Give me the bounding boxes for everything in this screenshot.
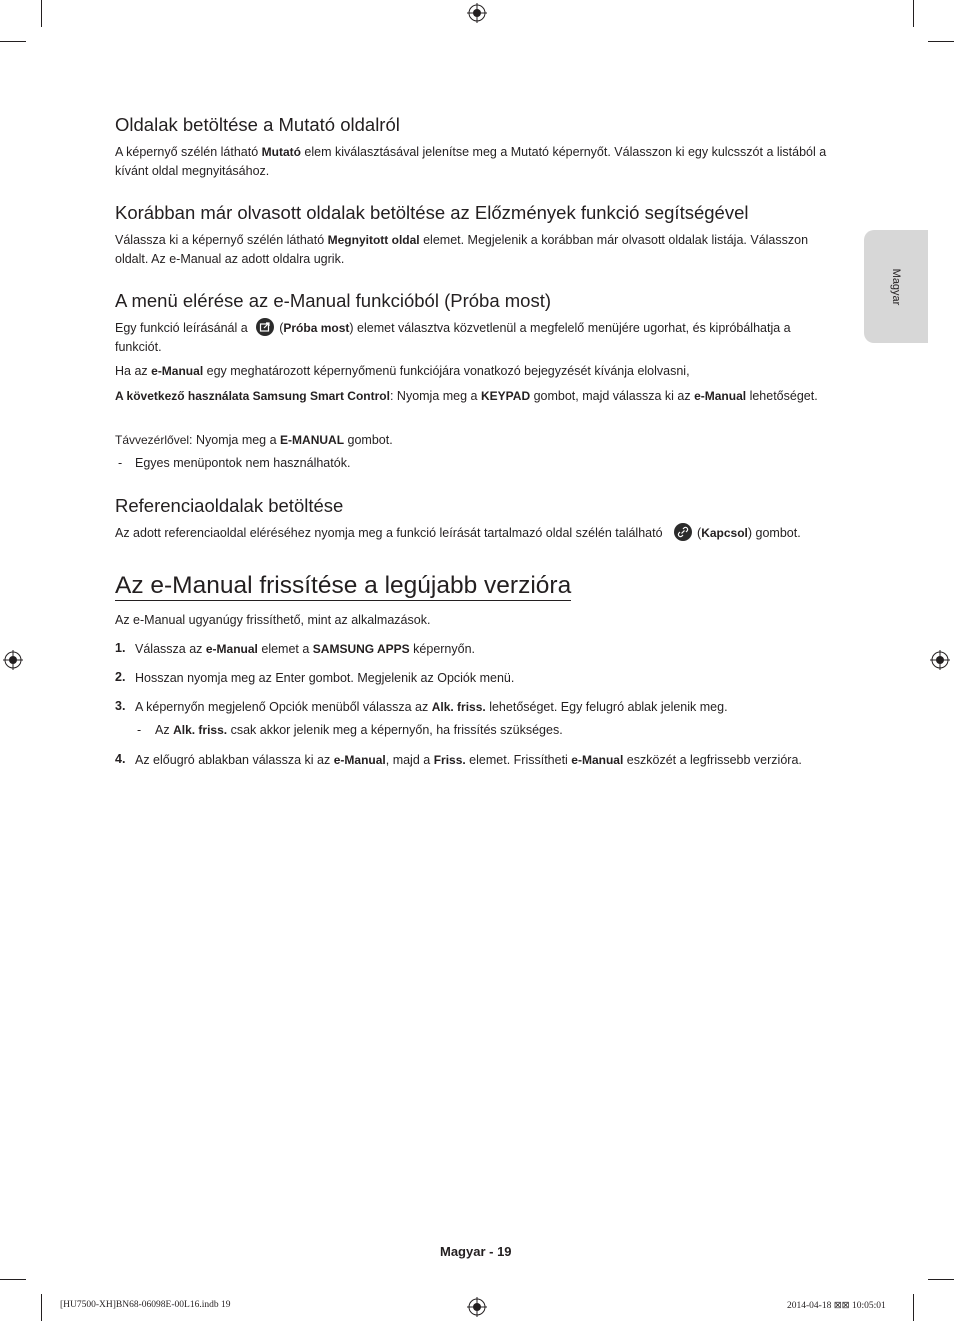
language-side-tab-label: Magyar	[890, 268, 902, 305]
registration-mark-icon	[467, 3, 487, 23]
step-number: 1.	[115, 641, 126, 655]
crop-mark	[41, 0, 42, 27]
section-heading: Referenciaoldalak betöltése	[115, 495, 344, 516]
crop-mark	[41, 1294, 42, 1321]
crop-mark	[0, 1279, 26, 1280]
step-number: 3.	[115, 699, 126, 713]
language-side-tab	[864, 230, 928, 343]
file-info: [HU7500-XH]BN68-06098E-00L16.indb 19	[60, 1300, 231, 1310]
section-paragraph: Távvezérlővel: Nyomja meg a E-MANUAL gombot.	[115, 433, 393, 447]
section-heading: Oldalak betöltése a Mutató oldalról	[115, 114, 400, 135]
registration-mark-icon	[3, 650, 23, 670]
section-paragraph: Válassza ki a képernyő szélén látható Megnyitott oldal elemet. Megjelenik a korábban már olvasott oldalak listája. Válasszon oldalt. Az e-Manual az adott oldalra ugrik.	[115, 233, 809, 266]
crop-mark	[913, 1294, 914, 1321]
crop-mark	[0, 41, 26, 42]
link-icon	[674, 523, 692, 541]
registration-mark-icon	[467, 1297, 487, 1317]
crop-mark	[913, 0, 914, 27]
section-paragraph: Egy funkció leírásánál a (Próba most) elemet választva közvetlenül a megfelelő menüjére ugorhat, és kipróbálhatja a funkciót.	[115, 318, 833, 357]
section-paragraph: Ha az e-Manual egy meghatározott képernyőmenü funkciójára vonatkozó bejegyzését kívánja elolvasni,	[115, 364, 690, 378]
section-heading: Korábban már olvasott oldalak betöltése az Előzmények funkció segítségével	[115, 202, 749, 223]
step-text: Válassza az e-Manual elemet a SAMSUNG APPS képernyőn.	[135, 642, 476, 656]
note-dash: -	[118, 456, 123, 470]
step-text: Az előugró ablakban válassza ki az e-Manual, majd a Friss. elemet. Frissítheti e-Manual eszközét a legfrissebb verzióra.	[135, 753, 802, 767]
section-paragraph: A képernyő szélén látható Mutató elem kiválasztásával jelenítse meg a Mutató képernyőt. Válasszon ki egy kulcsszót a listából a kívánt oldal megnyitásához.	[115, 145, 827, 178]
step-number: 4.	[115, 752, 126, 766]
note-dash: -	[137, 723, 142, 737]
section-paragraph: Az adott referenciaoldal eléréséhez nyomja meg a funkció leírását tartalmazó oldal szélén található (Kapcsol) gombot.	[115, 523, 833, 543]
step-number: 2.	[115, 670, 126, 684]
step-text: Hosszan nyomja meg az Enter gombot. Megjelenik az Opciók menü.	[135, 671, 515, 685]
print-timestamp: 2014-04-18 ⊠⊠ 10:05:01	[787, 1301, 886, 1311]
crop-mark	[928, 1279, 954, 1280]
registration-mark-icon	[930, 650, 950, 670]
page-title: Az e-Manual frissítése a legújabb verzióra	[115, 572, 572, 599]
section-paragraph: A következő használata Samsung Smart Control: Nyomja meg a KEYPAD gombot, majd válassza ki az e-Manual lehetőséget.	[115, 389, 818, 403]
intro-paragraph: Az e-Manual ugyanúgy frissíthető, mint az alkalmazások.	[115, 613, 431, 627]
step-text: A képernyőn megjelenő Opciók menüből válassza az Alk. friss. lehetőséget. Egy felugró ablak jelenik meg.	[135, 700, 728, 714]
note-text: Egyes menüpontok nem használhatók.	[135, 456, 351, 470]
note-text: Az Alk. friss. csak akkor jelenik meg a képernyőn, ha frissítés szükséges.	[155, 723, 563, 737]
try-now-icon	[256, 318, 274, 336]
section-heading: A menü elérése az e-Manual funkcióból (Próba most)	[115, 290, 551, 311]
crop-mark	[928, 41, 954, 42]
page-number: Magyar - 19	[440, 1244, 512, 1259]
